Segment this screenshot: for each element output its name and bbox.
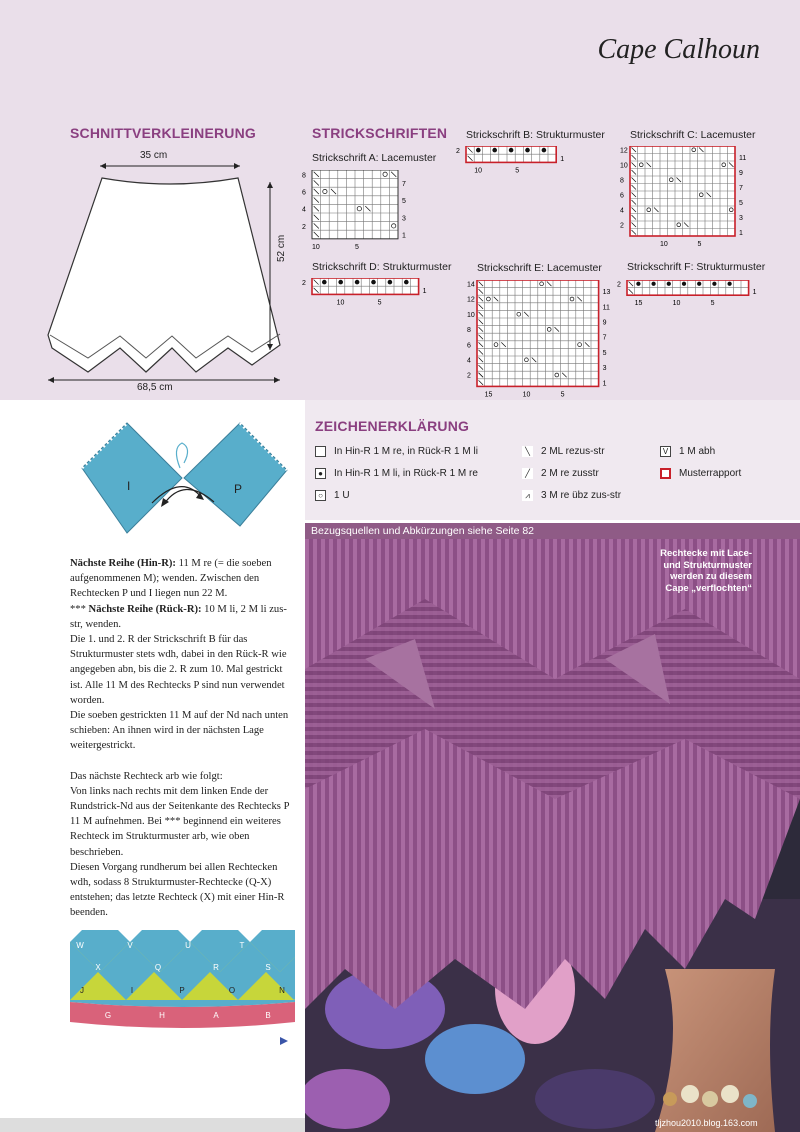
crown-label: J (80, 986, 84, 995)
chart-b-col-label: 5 (515, 167, 520, 175)
strick-heading: STRICKSCHRIFTEN (312, 125, 448, 141)
chart-a-row-label: 2 (302, 223, 306, 231)
rectangle-p (184, 423, 287, 526)
chart-e-row-label: 4 (467, 357, 471, 365)
chart-c-grid (618, 146, 763, 256)
watermark: tljzhou2010.blog.163.com (655, 1118, 758, 1128)
chart-e-row-label: 2 (467, 372, 471, 380)
chart-f-row-label: 1 (752, 289, 757, 297)
chart-d-title: Strickschrift D: Strukturmuster (312, 261, 452, 273)
chart-f-title: Strickschrift F: Strukturmuster (627, 261, 766, 273)
chart-a-col-label: 5 (355, 243, 359, 251)
chart-e-row-label: 11 (602, 304, 610, 312)
crown-label: I (130, 986, 134, 995)
dim-top: 35 cm (140, 150, 168, 161)
crown-label: P (179, 986, 185, 995)
chart-e-row-label: 3 (602, 365, 607, 373)
rectangle-join-diagram (72, 418, 292, 546)
chart-f-col-label: 15 (634, 300, 643, 308)
page-title: Cape Calhoun (597, 34, 760, 65)
chart-a-row-label: 1 (402, 232, 406, 240)
chart-a-row-label: 4 (302, 206, 306, 214)
chart-a-row-label: 7 (402, 180, 406, 188)
chart-d-grid (300, 278, 447, 314)
crown-label: U (185, 941, 191, 950)
chart-a-grid (300, 170, 426, 259)
label-p: P (234, 482, 243, 496)
chart-b-row-label: 1 (560, 156, 565, 164)
next-page-arrow-icon[interactable] (280, 1037, 288, 1045)
rectangle-i (82, 423, 182, 533)
crown-label: B (265, 1011, 271, 1020)
crown-label: G (104, 1011, 112, 1020)
chart-c-row-label: 11 (739, 154, 747, 162)
legend-item-knit: In Hin-R 1 M re, in Rück-R 1 M li (315, 446, 478, 457)
legend-item-slip: V 1 M abh (660, 446, 715, 457)
skirt-schematic (40, 150, 300, 390)
chart-c-row-label: 3 (739, 214, 743, 222)
chart-c-row-label: 8 (620, 177, 624, 185)
rectangle-layout-diagram (70, 930, 295, 1030)
legend-heading: ZEICHENERKLÄRUNG (315, 418, 470, 434)
cape-photo (305, 539, 800, 1132)
crown-label: T (239, 941, 245, 950)
crown-label: N (279, 986, 285, 995)
crown-label: R (213, 963, 219, 972)
chart-c-row-label: 6 (620, 192, 624, 200)
chart-f-grid (615, 280, 777, 315)
legend-item-purl: ● In Hin-R 1 M li, in Rück-R 1 M re (315, 468, 478, 479)
chart-c-row-label: 1 (739, 229, 743, 237)
chart-e-row-label: 8 (467, 327, 471, 335)
chart-e-row-label: 13 (602, 289, 611, 297)
legend-item-yo: ○ 1 U (315, 490, 350, 501)
chart-f-col-label: 5 (710, 300, 715, 308)
chart-c-col-label: 10 (660, 241, 668, 248)
chart-c-row-label: 9 (739, 169, 743, 177)
chart-b-col-label: 10 (474, 167, 482, 175)
k2tog-icon: ╱ (522, 468, 533, 479)
chart-c-row-label: 7 (739, 184, 743, 192)
chart-e-col-label: 15 (484, 391, 493, 399)
chart-d-row-label: 2 (302, 279, 306, 287)
chart-e-grid (465, 280, 627, 406)
chart-a-col-label: 10 (312, 243, 320, 251)
yarn-over-icon: ○ (315, 490, 326, 501)
chart-f-row-label: 2 (617, 281, 621, 289)
chart-e-col-label: 5 (560, 391, 565, 399)
chart-c-col-label: 5 (697, 241, 702, 248)
chart-f-col-label: 10 (672, 300, 681, 308)
crown-label: Q (154, 963, 162, 972)
chart-e-col-label: 10 (522, 391, 531, 399)
chart-d-row-label: 1 (422, 288, 427, 296)
crown-label: A (213, 1011, 219, 1020)
legend-item-ssk: ╲ 2 ML rezus-str (522, 446, 605, 457)
chart-a-row-label: 5 (402, 198, 406, 206)
sk2p-icon: ⩘ (522, 490, 533, 501)
chart-e-row-label: 6 (467, 342, 471, 350)
ssk-icon: ╲ (522, 446, 533, 457)
chart-c-row-label: 5 (739, 199, 743, 207)
sources-bar: Bezugsquellen und Abkürzungen siehe Seite 82 (305, 523, 800, 539)
purl-dot-icon: ● (315, 468, 326, 479)
knit-symbol-icon (315, 446, 326, 457)
chart-b-grid (454, 146, 584, 182)
chart-b-row-label: 2 (456, 147, 460, 155)
legend-item-sk2p: ⩘ 3 M re übz zus-str (522, 490, 621, 501)
chart-c-row-label: 4 (620, 207, 624, 215)
legend-item-repeat: Musterrapport (660, 468, 741, 479)
chart-a-title: Strickschrift A: Lacemuster (312, 152, 437, 164)
chart-e-row-label: 5 (602, 349, 607, 357)
label-i: I (127, 479, 131, 493)
dim-bottom: 68,5 cm (137, 382, 173, 393)
crown-label: X (95, 963, 101, 972)
chart-e-row-label: 1 (602, 380, 607, 388)
chart-c-row-label: 12 (620, 147, 628, 155)
repeat-box-icon (660, 468, 671, 479)
chart-a-row-label: 8 (302, 172, 306, 180)
chart-d-col-label: 10 (336, 299, 345, 307)
chart-c-title: Strickschrift C: Lacemuster (630, 129, 756, 141)
chart-e-row-label: 14 (467, 281, 475, 289)
photo-caption: Rechtecke mit Lace- und Strukturmuster werden zu diesem Cape „verflochten“ (660, 548, 752, 594)
crown-label: S (265, 963, 271, 972)
chart-e-title: Strickschrift E: Lacemuster (477, 262, 602, 274)
crown-label: V (127, 941, 133, 950)
dim-height: 52 cm (276, 234, 287, 262)
bottom-strip (0, 1118, 305, 1132)
chart-e-row-label: 12 (467, 296, 475, 304)
chart-e-row-label: 7 (602, 334, 607, 342)
crown-label: O (228, 986, 236, 995)
chart-e-row-label: 9 (602, 319, 607, 327)
chart-a-row-label: 3 (402, 215, 406, 223)
chart-c-row-label: 10 (620, 162, 628, 170)
chart-e-row-label: 10 (467, 311, 475, 319)
legend-item-k2tog: ╱ 2 M re zusstr (522, 468, 599, 479)
chart-c-row-label: 2 (620, 222, 624, 230)
chart-d-col-label: 5 (377, 299, 382, 307)
schnitt-heading: SCHNITTVERKLEINERUNG (70, 125, 257, 141)
chart-a-row-label: 6 (302, 189, 306, 197)
instructions-text: Nächste Reihe (Hin-R): 11 M re (= die soeben aufgenommenen M); wenden. Zwischen den Rechtecken P und I liegen nun 22 M. *** Nächste Reihe (Rück-R): 10 M li, 2 M li zus-str, wenden. Die 1. und 2. R der Strickschrift B für das Strukturmuster stets wdh, dabei in den Rück-R wie angegeben abn, bis die 2. R zum 10. Mal gestrickt ist. Alle 11 M des Rechtecks P sind nun verwendet worden. Die soeben gestrickten 11 M auf der Nd nach unten schieben: An ihnen wird in der nächsten Lage weitergestrickt. Das nächste Rechteck arb wie folgt: Von links nach rechts mit dem linken Ende der Rundstrick-Nd aus der Seitenkante des Rechtecks P 11 M aufnehmen. Bei *** beginnend ein weiteres Rechteck im Strukturmuster arb, wie oben beschrieben. Diesen Vorgang rundherum bei allen Rechtecken wdh, sodass 8 Strukturmuster-Rechtecke (Q-X) entstehen; das letzte Rechteck (X) mit einer Hin-R beenden. (70, 558, 290, 919)
crown-label: W (76, 941, 84, 950)
crown-label: H (159, 1011, 165, 1020)
slip-stitch-icon: V (660, 446, 671, 457)
chart-b-title: Strickschrift B: Strukturmuster (466, 129, 605, 141)
